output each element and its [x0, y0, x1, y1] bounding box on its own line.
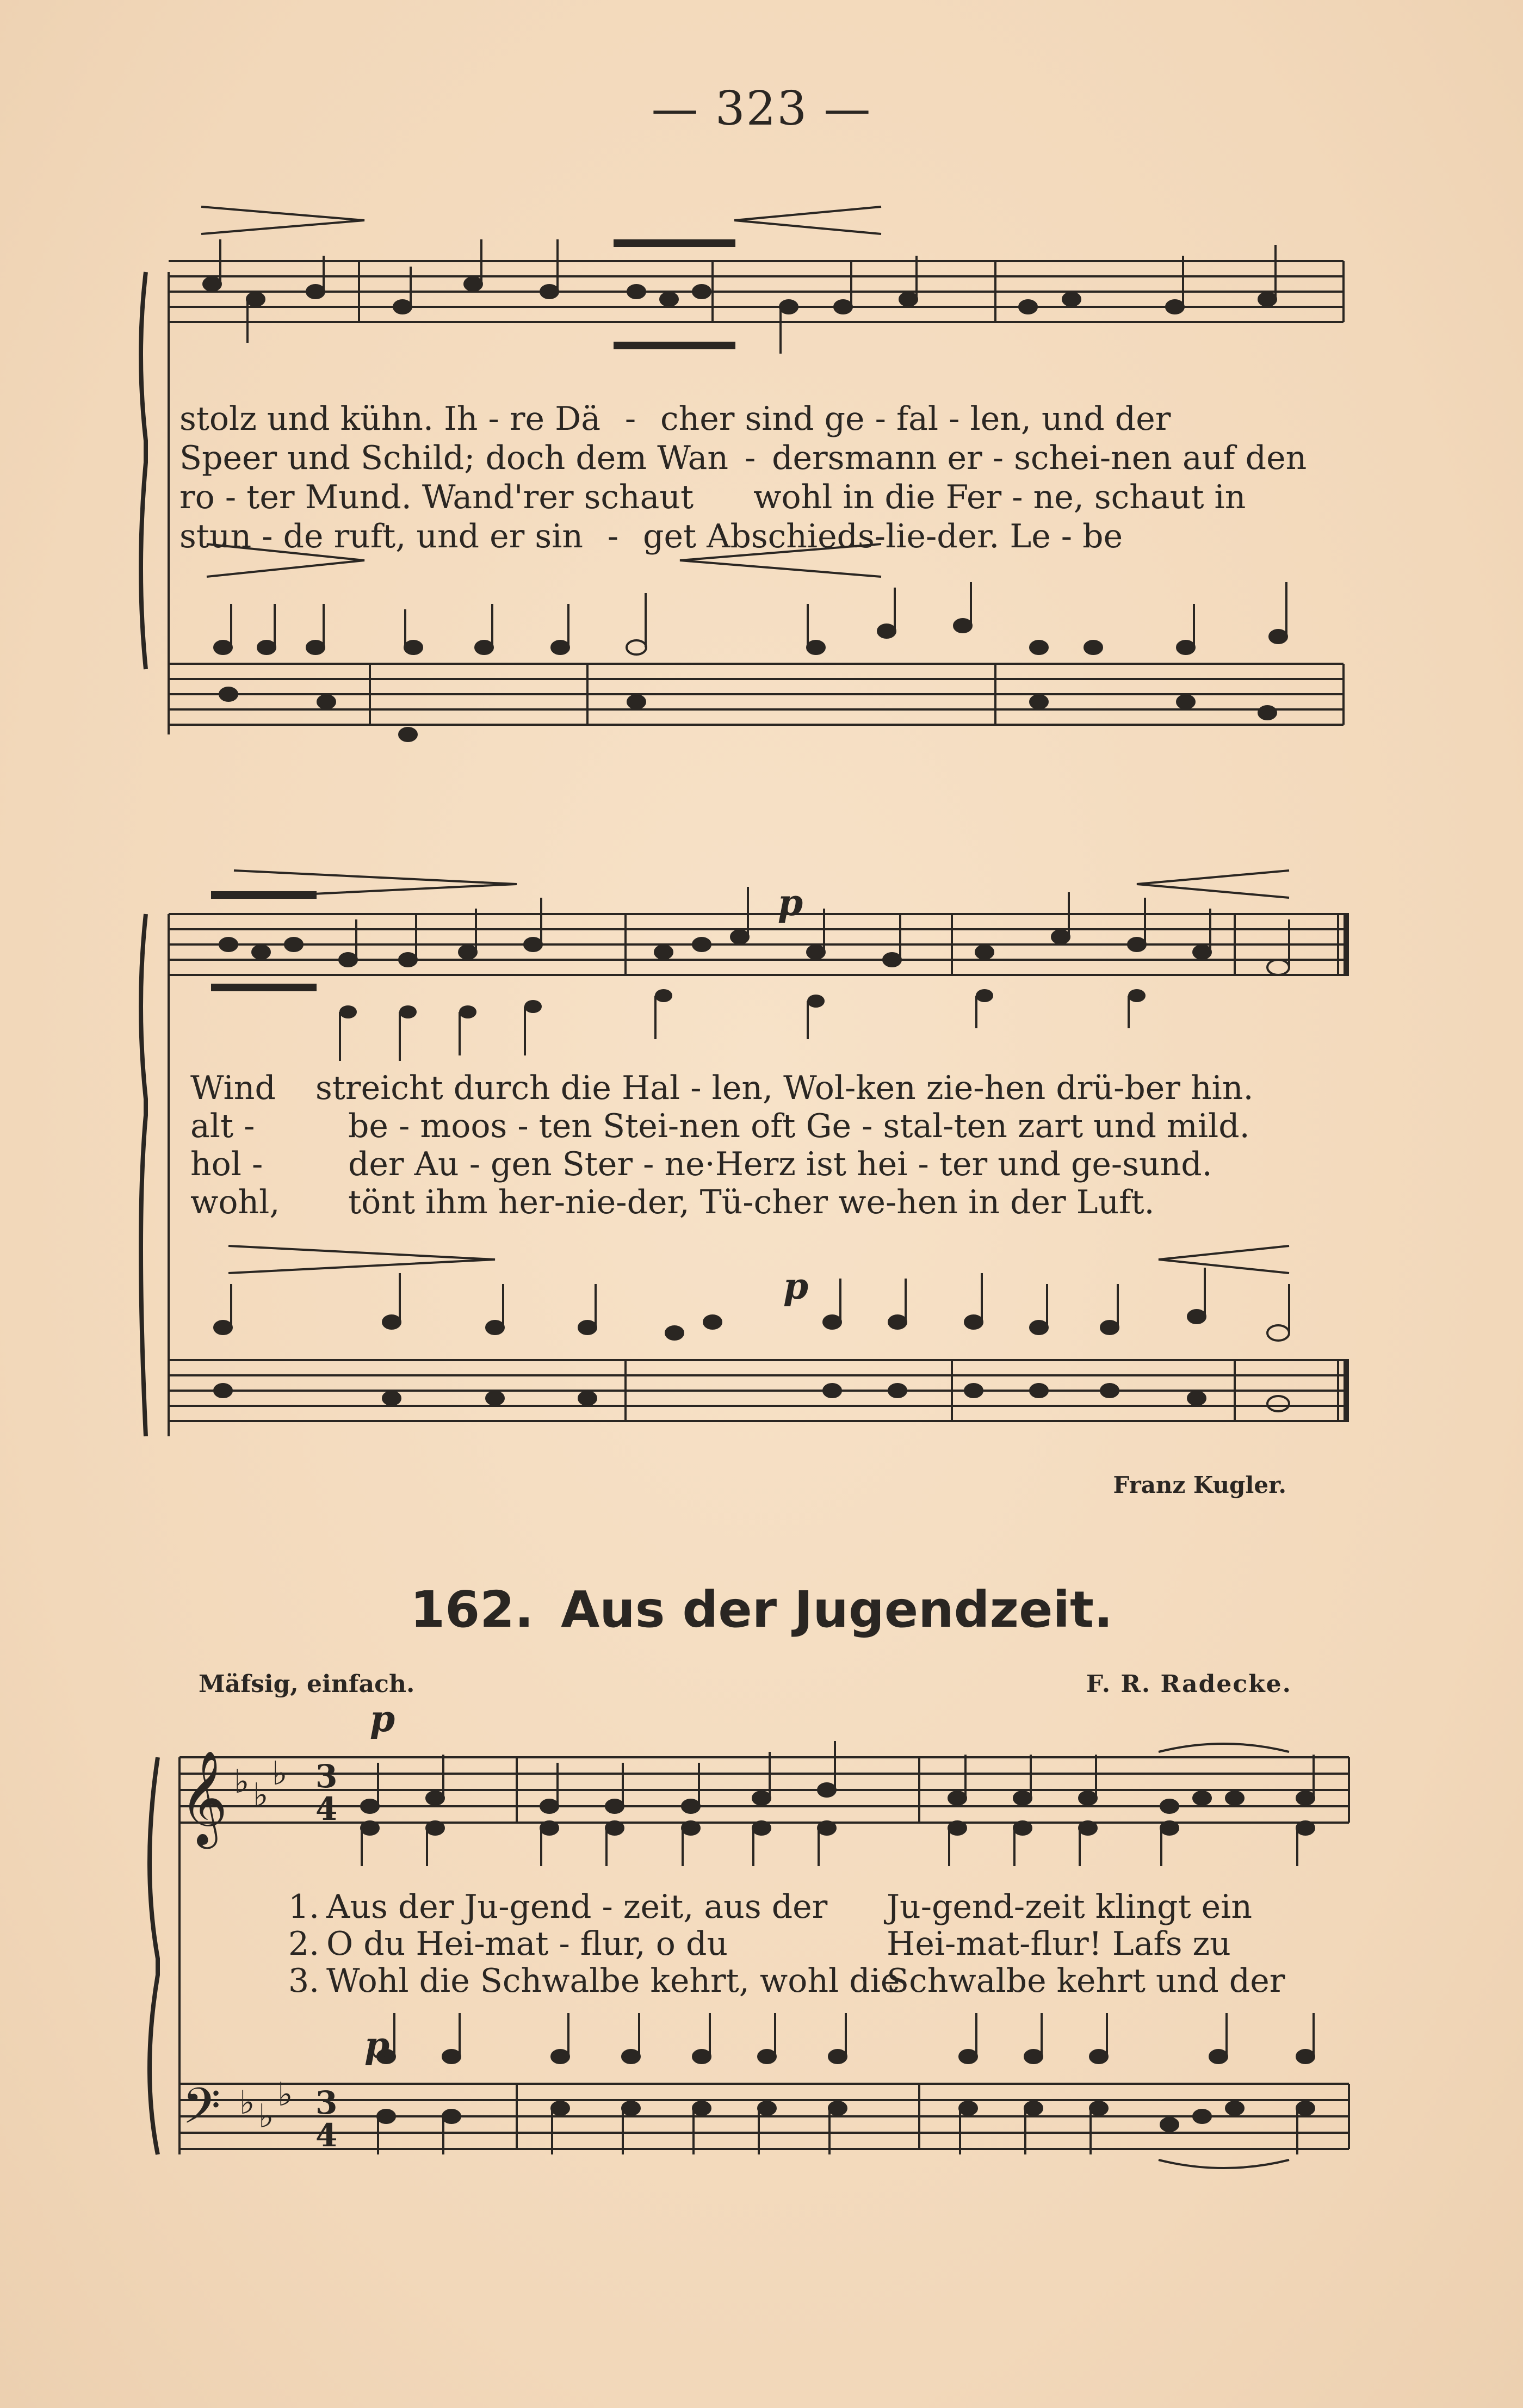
dynamic-piano-lower: p	[783, 1265, 809, 1307]
bass-staff-notes	[377, 2013, 1314, 2168]
lyric-line: Wind streicht durch die Hal - len, Wol-ken zie-hen drü-ber hin.	[190, 1069, 1254, 1107]
svg-text:4: 4	[315, 2117, 338, 2154]
lyric-line: alt - be - moos - ten Stei-nen oft Ge - stal-ten zart und mild.	[190, 1107, 1250, 1145]
system-1	[136, 190, 1365, 800]
verse-line: 2. O du Hei-mat - flur, o du Hei-mat-flur! Lafs zu	[288, 1925, 1231, 1963]
upper-staff-notes	[203, 239, 1276, 354]
svg-text:♭: ♭	[277, 2076, 293, 2114]
lyric-line: stun - de ruft, und er sin - get Abschieds-lie-der. Le - be	[179, 517, 1123, 555]
lower-staff-notes	[214, 582, 1287, 741]
dynamic-piano-bass: p	[364, 2024, 390, 2066]
svg-text:3: 3	[315, 2084, 338, 2121]
song-title: 162. Aus der Jugendzeit.	[410, 1580, 1113, 1639]
dynamic-piano: p	[778, 881, 803, 924]
svg-text:𝄢: 𝄢	[182, 2077, 221, 2147]
svg-text:♭: ♭	[258, 2097, 274, 2135]
verse-line: 1. Aus der Ju-gend - zeit, aus der Ju-gend-zeit klingt ein	[288, 1888, 1253, 1926]
page-number: — 323 —	[651, 82, 872, 136]
treble-staff-notes	[361, 1741, 1314, 1866]
system-1-lyrics	[179, 400, 1354, 566]
lyric-line: hol - der Au - gen Ster - ne·Herz ist hei - ter und ge-sund.	[190, 1145, 1212, 1183]
song-verses	[288, 1888, 1354, 2021]
song-number: 162.	[410, 1580, 534, 1639]
time-signature-denominator: 4	[315, 1790, 338, 1827]
lyric-line: Speer und Schild; doch dem Wan - dersmann er - schei-nen auf den	[179, 439, 1307, 477]
tempo-marking: Mäfsig, einfach.	[199, 1670, 415, 1698]
time-signature-numerator: 3	[315, 1758, 338, 1795]
composer-credit: F. R. Radecke.	[1086, 1670, 1292, 1698]
system-2-lyrics	[190, 1069, 1354, 1235]
svg-text:𝄞: 𝄞	[179, 1750, 228, 1845]
svg-text:♭: ♭	[234, 1763, 250, 1801]
dynamic-piano-treble: p	[370, 1697, 395, 1740]
system-3	[136, 1697, 1365, 2176]
lyric-line: wohl, tönt ihm her-nie-der, Tü-cher we-hen in der Luft.	[190, 1183, 1155, 1221]
svg-text:♭: ♭	[272, 1755, 288, 1793]
svg-text:♭: ♭	[239, 2084, 255, 2122]
system-2	[136, 854, 1365, 1453]
verse-line: 3. Wohl die Schwalbe kehrt, wohl dieSchwalbe kehrt und der	[288, 1962, 1285, 2000]
lyric-line: stolz und kühn. Ih - re Dä - cher sind ge - fal - len, und der	[179, 400, 1171, 438]
svg-text:♭: ♭	[253, 1776, 269, 1814]
lyric-line: ro - ter Mund. Wand'rer schaut wohl in die Fer - ne, schaut in	[179, 478, 1246, 516]
poet-credit: Franz Kugler.	[1113, 1472, 1286, 1498]
